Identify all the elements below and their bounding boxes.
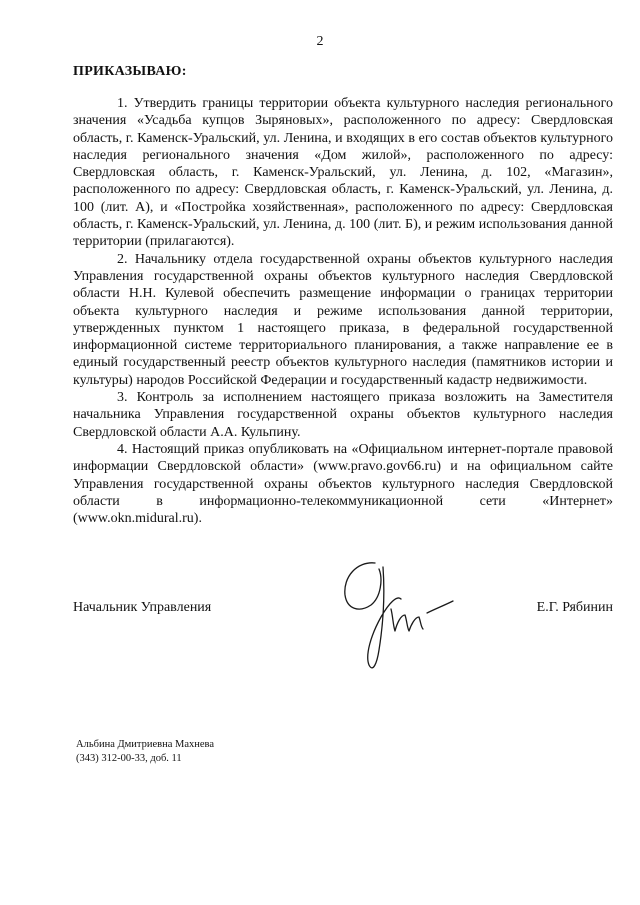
executor-phone: (343) 312-00-33, доб. 11 xyxy=(76,753,182,764)
order-item-3: 3. Контроль за исполнением настоящего приказа возложить на Заместителя начальника Управления государственной охраны объектов культурного наследия Свердловской области А.А. Кульпину. xyxy=(73,390,613,440)
page-number: 2 xyxy=(316,34,324,49)
handwritten-signature xyxy=(335,555,465,680)
order-item-2: 2. Начальнику отдела государственной охраны объектов культурного наследия Управления государственной охраны объектов культурного наследия Свердловской области Н.Н. Кулевой обеспечить размещение информации о границах территории объекта культурного наследия и режиме использования данной территории, утвержденных пунктом 1 настоящего приказа, в федеральной государственной информационной системе территориального планирования, а также направление ее в единый государственный реестр объектов культурного наследия (памятников истории и культуры) народов Российской Федерации и государственный кадастр недвижимости. xyxy=(73,251,613,388)
executor-block xyxy=(76,738,214,766)
order-item-4: 4. Настоящий приказ опубликовать на «Официальном интернет-портале правовой информации Свердловской области» (www.pravo.gov66.ru) и на официальном сайте Управления государственной охраны объектов культурного наследия Свердловской области в информационно-телекоммуникационной сети «Интернет» (www.okn.midural.ru). xyxy=(73,441,613,527)
order-item-1: 1. Утвердить границы территории объекта культурного наследия регионального значения «Усадьба купцов Зыряновых», расположенного по адресу: Свердловская область, г. Каменск-Уральский, ул. Ленина, и входящих в его состав объектов культурного наследия регионального значения «Дом жилой», расположенного по адресу: Свердловская область, г. Каменск-Уральский, ул. Ленина, д. 102, «Магазин», расположенного по адресу: Свердловская область, г. Каменск-Уральский, ул. Ленина, д. 100 (лит. А), и «Постройка хозяйственная», расположенного по адресу: Свердловская область, г. Каменск-Уральский, ул. Ленина, д. 100 (лит. Б), и режим использования данной территории (прилагаются). xyxy=(73,96,613,250)
order-body xyxy=(73,95,613,527)
signatory-position: Начальник Управления xyxy=(73,600,212,615)
order-heading: ПРИКАЗЫВАЮ: xyxy=(73,64,187,79)
signatory-name: Е.Г. Рябинин xyxy=(536,600,613,615)
executor-name: Альбина Дмитриевна Махнева xyxy=(76,739,215,750)
